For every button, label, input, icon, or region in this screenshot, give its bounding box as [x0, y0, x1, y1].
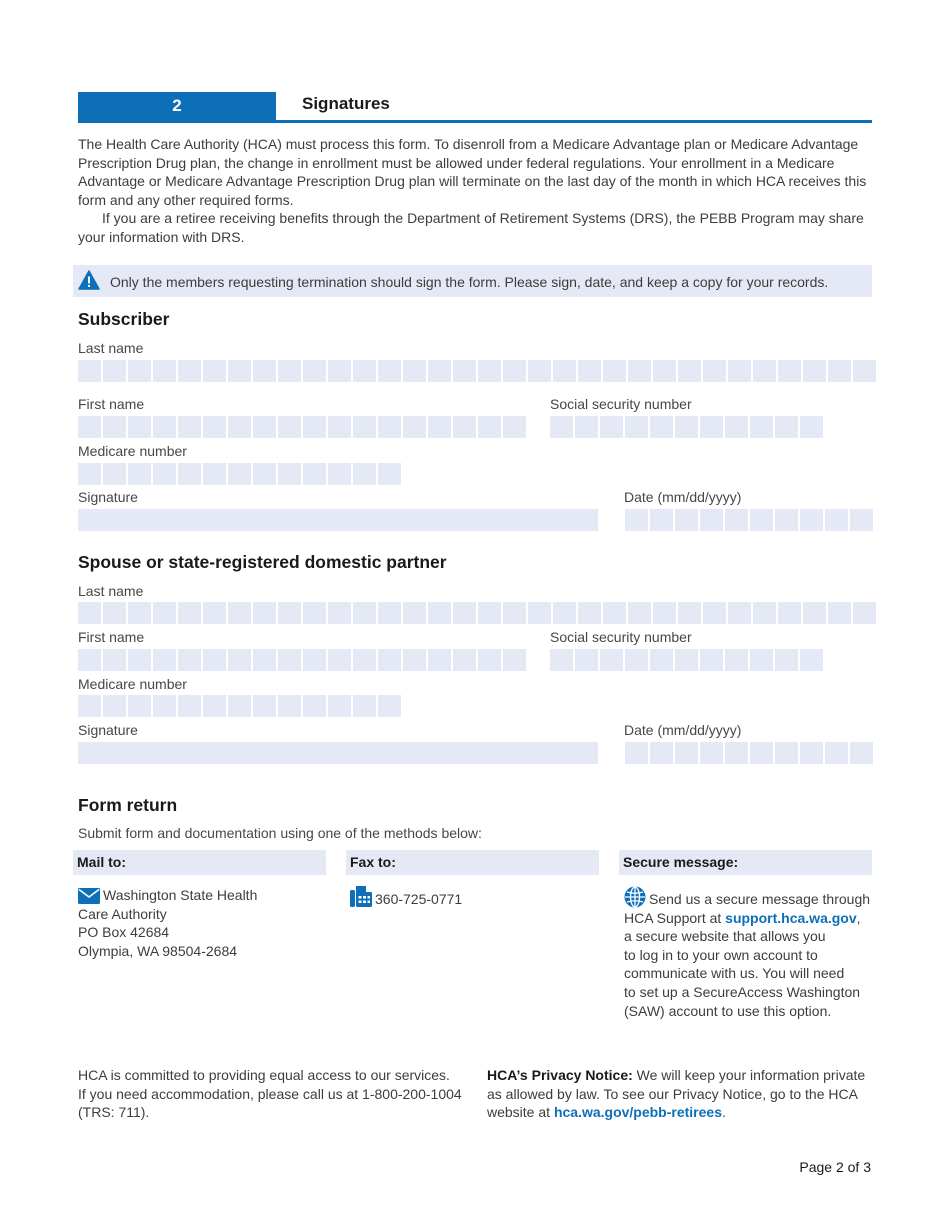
character-cell[interactable] [828, 360, 851, 382]
access-line-3: (TRS: 711). [78, 1104, 150, 1121]
character-cell[interactable] [278, 602, 301, 624]
privacy-label: HCA’s Privacy Notice: [487, 1067, 633, 1083]
spouse-first-name-label: First name [78, 629, 145, 645]
character-cell[interactable] [228, 649, 251, 671]
character-cell[interactable] [750, 509, 773, 531]
character-cell[interactable] [178, 360, 201, 382]
character-cell[interactable] [128, 463, 151, 485]
character-cell[interactable] [503, 602, 526, 624]
character-cell[interactable] [750, 742, 773, 764]
character-cell[interactable] [700, 509, 723, 531]
character-cell[interactable] [203, 602, 226, 624]
fax-icon [350, 886, 372, 908]
spouse-last-name-field[interactable] [78, 602, 878, 624]
character-cell[interactable] [603, 602, 626, 624]
character-cell[interactable] [278, 463, 301, 485]
character-cell[interactable] [228, 463, 251, 485]
privacy-link[interactable]: hca.wa.gov/pebb-retirees [553, 1104, 722, 1121]
character-cell[interactable] [478, 416, 501, 438]
character-cell[interactable] [753, 360, 776, 382]
character-cell[interactable] [850, 509, 873, 531]
character-cell[interactable] [775, 509, 798, 531]
secure-line-6: to set up a SecureAccess Washington [624, 983, 861, 1000]
character-cell[interactable] [178, 602, 201, 624]
character-cell[interactable] [750, 649, 773, 671]
subscriber-ssn-field[interactable] [550, 416, 825, 438]
secure-message-header: Secure message: [619, 850, 872, 875]
character-cell[interactable] [428, 602, 451, 624]
character-cell[interactable] [153, 649, 176, 671]
character-cell[interactable] [153, 416, 176, 438]
mail-line-2: Care Authority [78, 905, 167, 922]
character-cell[interactable] [725, 742, 748, 764]
character-cell[interactable] [700, 649, 723, 671]
character-cell[interactable] [328, 463, 351, 485]
character-cell[interactable] [453, 416, 476, 438]
character-cell[interactable] [650, 416, 673, 438]
character-cell[interactable] [253, 695, 276, 717]
character-cell[interactable] [753, 602, 776, 624]
character-cell[interactable] [650, 742, 673, 764]
fax-details [350, 886, 462, 909]
section-number: 2 [78, 92, 276, 122]
secure-line-5: communicate with us. You will need [624, 965, 845, 982]
section-divider [78, 120, 872, 123]
access-line-2: If you need accommodation, please call us at 1-800-200-1004 [78, 1085, 462, 1102]
character-cell[interactable] [653, 602, 676, 624]
mail-line-3: PO Box 42684 [78, 924, 170, 941]
character-cell[interactable] [153, 602, 176, 624]
character-cell[interactable] [628, 602, 651, 624]
spouse-signature-field[interactable] [78, 742, 598, 764]
character-cell[interactable] [278, 360, 301, 382]
page-number: Page 2 of 3 [799, 1159, 871, 1175]
character-cell[interactable] [78, 463, 101, 485]
subscriber-heading: Subscriber [78, 309, 170, 329]
character-cell[interactable] [128, 649, 151, 671]
character-cell[interactable] [428, 360, 451, 382]
character-cell[interactable] [503, 416, 526, 438]
character-cell[interactable] [625, 416, 648, 438]
character-cell[interactable] [228, 695, 251, 717]
character-cell[interactable] [650, 509, 673, 531]
character-cell[interactable] [78, 602, 101, 624]
character-cell[interactable] [775, 649, 798, 671]
character-cell[interactable] [78, 695, 101, 717]
secure-line-2-text: HCA Support at [624, 909, 726, 926]
character-cell[interactable] [328, 360, 351, 382]
character-cell[interactable] [178, 649, 201, 671]
character-cell[interactable] [728, 360, 751, 382]
character-cell[interactable] [553, 602, 576, 624]
spouse-signature-label: Signature [78, 722, 138, 738]
character-cell[interactable] [328, 649, 351, 671]
character-cell[interactable] [378, 463, 401, 485]
character-cell[interactable] [353, 463, 376, 485]
support-link[interactable]: support.hca.wa.gov [725, 909, 857, 926]
character-cell[interactable] [550, 649, 573, 671]
character-cell[interactable] [253, 463, 276, 485]
character-cell[interactable] [303, 602, 326, 624]
character-cell[interactable] [78, 360, 101, 382]
spouse-medicare-label: Medicare number [78, 676, 187, 692]
privacy-line-1: We will keep your information private [632, 1067, 866, 1083]
character-cell[interactable] [550, 416, 573, 438]
character-cell[interactable] [328, 602, 351, 624]
spouse-last-name-label: Last name [78, 583, 144, 599]
character-cell[interactable] [378, 695, 401, 717]
secure-line-2-comma: , [856, 909, 861, 926]
character-cell[interactable] [153, 463, 176, 485]
character-cell[interactable] [800, 742, 823, 764]
character-cell[interactable] [178, 695, 201, 717]
secure-line-1: Send us a secure message through [649, 891, 871, 907]
character-cell[interactable] [853, 360, 876, 382]
privacy-line-3: website at [487, 1104, 554, 1121]
character-cell[interactable] [703, 602, 726, 624]
secure-line-7: (SAW) account to use this option. [624, 1002, 832, 1019]
character-cell[interactable] [178, 416, 201, 438]
secure-message-details [624, 886, 870, 1020]
character-cell[interactable] [128, 360, 151, 382]
character-cell[interactable] [478, 602, 501, 624]
character-cell[interactable] [803, 360, 826, 382]
subscriber-last-name-label: Last name [78, 340, 144, 356]
character-cell[interactable] [775, 742, 798, 764]
globe-icon [624, 886, 646, 908]
character-cell[interactable] [128, 602, 151, 624]
character-cell[interactable] [103, 416, 126, 438]
character-cell[interactable] [253, 360, 276, 382]
subscriber-first-name-field[interactable] [78, 416, 528, 438]
character-cell[interactable] [725, 649, 748, 671]
character-cell[interactable] [103, 360, 126, 382]
notice-text: Only the members requesting termination should sign the form. Please sign, date, and keep a copy for your records. [110, 274, 829, 290]
subscriber-last-name-field[interactable] [78, 360, 878, 382]
character-cell[interactable] [353, 416, 376, 438]
character-cell[interactable] [575, 416, 598, 438]
character-cell[interactable] [153, 695, 176, 717]
character-cell[interactable] [800, 649, 823, 671]
character-cell[interactable] [203, 463, 226, 485]
character-cell[interactable] [750, 416, 773, 438]
secure-line-2 [624, 909, 870, 928]
subscriber-medicare-label: Medicare number [78, 443, 187, 459]
character-cell[interactable] [128, 695, 151, 717]
character-cell[interactable] [203, 649, 226, 671]
character-cell[interactable] [203, 695, 226, 717]
character-cell[interactable] [653, 360, 676, 382]
character-cell[interactable] [78, 416, 101, 438]
character-cell[interactable] [678, 360, 701, 382]
privacy-notice [487, 1066, 865, 1122]
character-cell[interactable] [625, 742, 648, 764]
character-cell[interactable] [178, 463, 201, 485]
subscriber-signature-label: Signature [78, 489, 138, 505]
fax-header: Fax to: [346, 850, 599, 875]
subscriber-medicare-field[interactable] [78, 463, 403, 485]
character-cell[interactable] [428, 416, 451, 438]
character-cell[interactable] [675, 649, 698, 671]
privacy-line-2: as allowed by law. To see our Privacy Notice, go to the HCA [487, 1085, 858, 1102]
character-cell[interactable] [328, 416, 351, 438]
character-cell[interactable] [278, 416, 301, 438]
character-cell[interactable] [78, 649, 101, 671]
character-cell[interactable] [403, 602, 426, 624]
secure-line-3: a secure website that allows you [624, 928, 826, 945]
character-cell[interactable] [503, 649, 526, 671]
fax-number: 360-725-0771 [375, 891, 463, 907]
subscriber-date-label: Date (mm/dd/yyyy) [624, 489, 742, 505]
character-cell[interactable] [353, 695, 376, 717]
character-cell[interactable] [800, 509, 823, 531]
character-cell[interactable] [650, 649, 673, 671]
character-cell[interactable] [800, 416, 823, 438]
subscriber-first-name-label: First name [78, 396, 145, 412]
character-cell[interactable] [478, 360, 501, 382]
character-cell[interactable] [725, 416, 748, 438]
character-cell[interactable] [403, 649, 426, 671]
character-cell[interactable] [253, 649, 276, 671]
character-cell[interactable] [428, 649, 451, 671]
character-cell[interactable] [378, 416, 401, 438]
spouse-ssn-field[interactable] [550, 649, 825, 671]
character-cell[interactable] [203, 416, 226, 438]
mail-line-4: Olympia, WA 98504-2684 [78, 942, 238, 959]
character-cell[interactable] [303, 360, 326, 382]
character-cell[interactable] [728, 602, 751, 624]
character-cell[interactable] [575, 649, 598, 671]
character-cell[interactable] [675, 509, 698, 531]
character-cell[interactable] [803, 602, 826, 624]
character-cell[interactable] [253, 602, 276, 624]
character-cell[interactable] [103, 602, 126, 624]
character-cell[interactable] [103, 649, 126, 671]
character-cell[interactable] [478, 649, 501, 671]
character-cell[interactable] [303, 649, 326, 671]
mail-header: Mail to: [73, 850, 326, 875]
character-cell[interactable] [228, 602, 251, 624]
mail-line-1: Washington State Health [103, 887, 258, 903]
character-cell[interactable] [328, 695, 351, 717]
character-cell[interactable] [578, 360, 601, 382]
character-cell[interactable] [700, 416, 723, 438]
character-cell[interactable] [303, 695, 326, 717]
subscriber-signature-field[interactable] [78, 509, 598, 531]
character-cell[interactable] [453, 602, 476, 624]
accessibility-notice [78, 1066, 462, 1122]
mail-address [78, 886, 257, 960]
character-cell[interactable] [228, 360, 251, 382]
character-cell[interactable] [600, 649, 623, 671]
character-cell[interactable] [103, 463, 126, 485]
spouse-date-label: Date (mm/dd/yyyy) [624, 722, 742, 738]
character-cell[interactable] [850, 742, 873, 764]
character-cell[interactable] [278, 649, 301, 671]
character-cell[interactable] [678, 602, 701, 624]
character-cell[interactable] [378, 649, 401, 671]
character-cell[interactable] [725, 509, 748, 531]
character-cell[interactable] [828, 602, 851, 624]
character-cell[interactable] [353, 649, 376, 671]
character-cell[interactable] [353, 602, 376, 624]
character-cell[interactable] [628, 360, 651, 382]
intro-text [78, 135, 874, 246]
character-cell[interactable] [778, 602, 801, 624]
warning-icon [78, 270, 100, 290]
character-cell[interactable] [625, 649, 648, 671]
character-cell[interactable] [403, 360, 426, 382]
privacy-period: . [722, 1104, 726, 1121]
character-cell[interactable] [703, 360, 726, 382]
character-cell[interactable] [528, 602, 551, 624]
character-cell[interactable] [625, 509, 648, 531]
character-cell[interactable] [603, 360, 626, 382]
section-title: Signatures [302, 94, 390, 113]
form-return-intro: Submit form and documentation using one of the methods below: [78, 825, 482, 841]
character-cell[interactable] [825, 509, 848, 531]
intro-paragraph-1: The Health Care Authority (HCA) must process this form. To disenroll from a Medicare Advantage plan or Medicare Advantage Prescription Drug plan, the change in enrollment must be allowed under federal regulations. Your enrollment in a Medicare Advantage or Medicare Advantage Prescription Drug plan will terminate on the last day of the month in which HCA receives this form and any other required forms. [78, 136, 867, 208]
character-cell[interactable] [278, 695, 301, 717]
character-cell[interactable] [600, 416, 623, 438]
character-cell[interactable] [675, 742, 698, 764]
character-cell[interactable] [403, 416, 426, 438]
character-cell[interactable] [153, 360, 176, 382]
character-cell[interactable] [825, 742, 848, 764]
intro-paragraph-2: If you are a retiree receiving benefits through the Department of Retirement Systems (DRS), the PEBB Program may share your information with DRS. [78, 210, 864, 245]
character-cell[interactable] [253, 416, 276, 438]
spouse-date-field[interactable] [625, 742, 875, 764]
subscriber-ssn-label: Social security number [550, 396, 692, 412]
character-cell[interactable] [528, 360, 551, 382]
spouse-medicare-field[interactable] [78, 695, 403, 717]
spouse-ssn-label: Social security number [550, 629, 692, 645]
character-cell[interactable] [128, 416, 151, 438]
character-cell[interactable] [453, 649, 476, 671]
character-cell[interactable] [503, 360, 526, 382]
character-cell[interactable] [303, 463, 326, 485]
character-cell[interactable] [778, 360, 801, 382]
character-cell[interactable] [553, 360, 576, 382]
character-cell[interactable] [353, 360, 376, 382]
access-line-1: HCA is committed to providing equal access to our services. [78, 1067, 450, 1083]
form-return-heading: Form return [78, 795, 178, 815]
envelope-icon [78, 888, 100, 904]
character-cell[interactable] [453, 360, 476, 382]
character-cell[interactable] [378, 602, 401, 624]
character-cell[interactable] [700, 742, 723, 764]
character-cell[interactable] [578, 602, 601, 624]
character-cell[interactable] [228, 416, 251, 438]
secure-line-4: to log in to your own account to [624, 946, 818, 963]
character-cell[interactable] [103, 695, 126, 717]
character-cell[interactable] [775, 416, 798, 438]
spouse-heading: Spouse or state-registered domestic partner [78, 552, 447, 572]
character-cell[interactable] [378, 360, 401, 382]
character-cell[interactable] [853, 602, 876, 624]
subscriber-date-field[interactable] [625, 509, 875, 531]
spouse-first-name-field[interactable] [78, 649, 528, 671]
character-cell[interactable] [203, 360, 226, 382]
character-cell[interactable] [675, 416, 698, 438]
character-cell[interactable] [303, 416, 326, 438]
